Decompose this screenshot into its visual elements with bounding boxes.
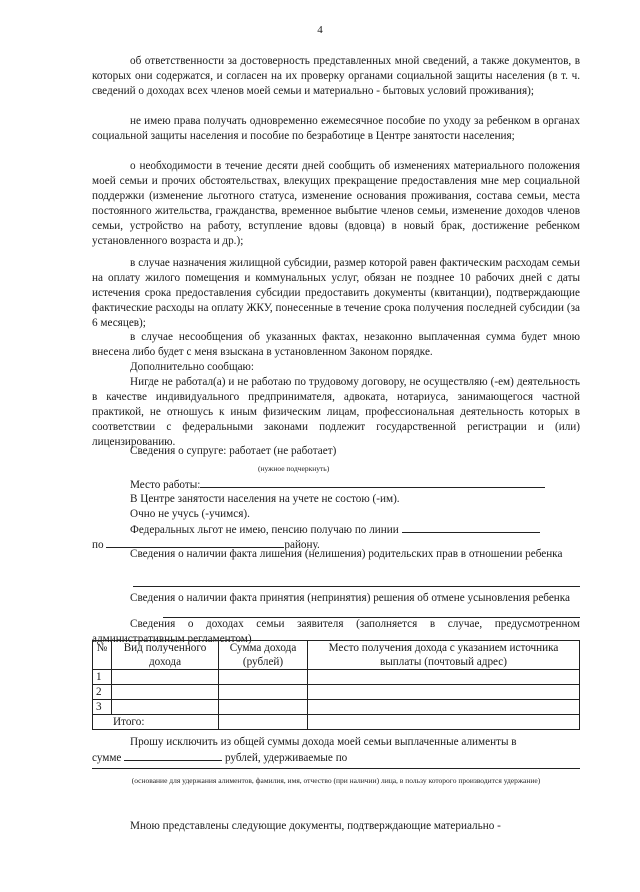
paragraph-housing-subsidy: в случае назначения жилищной субсидии, размер которой равен фактическим расходам семьи на оплату жилого помещения и коммунальных услуг, обязан не позднее 10 рабочих дней с даты истечения срока предоставления субсидии предоставить документы (квитанции), подтверждающие фактические расходы на оплату ЖКУ, понесенные в течение срока получения последней субсидии (за 6 месяцев); xyxy=(92,257,580,330)
income-type-cell[interactable] xyxy=(112,685,219,700)
documents-statement: Мною представлены следующие документы, подтверждающие материально - xyxy=(130,820,501,832)
header-income-type: Вид полученного дохода xyxy=(112,641,219,670)
alimony-sum-label: сумме xyxy=(92,752,122,764)
employment-center-line: В Центре занятости населения на учете не состою (-им). xyxy=(130,493,400,505)
adoption-statement: Сведения о наличии факта принятия (непринятия) решения об отмене усыновления ребенка xyxy=(130,592,571,604)
income-source-cell[interactable] xyxy=(308,670,580,685)
income-source-cell[interactable] xyxy=(308,700,580,715)
deprivation-statement: Сведения о наличии факта лишения (нелишения) родительских прав в отношении ребенка xyxy=(130,548,563,560)
paragraph-no-double-benefit: не имею права получать одновременно ежемесячное пособие по уходу за ребенком в органах социальной защиты населения и пособие по безработице в Центре занятости населения; xyxy=(92,115,580,143)
table-row xyxy=(93,700,580,715)
alimony-basis-field[interactable] xyxy=(92,768,580,769)
not-studying-line: Очно не учусь (-учимся). xyxy=(130,508,250,520)
header-income-source: Место получения дохода с указанием источника выплаты (почтовый адрес) xyxy=(308,641,580,670)
header-number: № xyxy=(93,641,112,670)
income-type-cell[interactable] xyxy=(112,700,219,715)
row-number: 1 xyxy=(93,670,112,685)
underline-hint: (нужное подчеркнуть) xyxy=(258,464,330,473)
alimony-statement: Прошу исключить из общей суммы дохода моей семьи выплаченные алименты в xyxy=(130,736,517,748)
alimony-sum-row xyxy=(92,750,580,766)
pension-po-label: по xyxy=(92,539,104,551)
income-table-header xyxy=(93,641,580,670)
income-sum-cell[interactable] xyxy=(219,685,308,700)
paragraph-notify-changes: о необходимости в течение десяти дней сообщить об изменениях материального положения моей семьи и прочих обстоятельствах, влекущих прекращение предоставления мне мер социальной поддержки (изменение льготного статуса, изменение основания проживания, состава семьи, места постоянного жительства, гражданства, временное выбытие членов семьи, изменение доходов членов семьи, устройство на работу, вступление вдовы (вдовца) в новый брак, достижение ребенком установленного возраста и др.); xyxy=(92,160,580,248)
income-sum-cell[interactable] xyxy=(219,670,308,685)
total-label: Итого: xyxy=(93,715,219,730)
alimony-hint: (основание для удержания алиментов, фамилия, имя, отчество (при наличии) лица, в пользу которого производится удержание) xyxy=(131,776,541,785)
table-total-row xyxy=(93,715,580,730)
paragraph-responsibility: об ответственности за достоверность представленных мной сведений, а также документов, в которых они содержатся, и согласен на их проверку органами социальной защиты населения (в т. ч. сведений о доходах всех членов моей семьи и материально - бытовых условий проживания); xyxy=(92,55,580,98)
pension-row xyxy=(92,522,618,538)
income-source-cell[interactable] xyxy=(308,685,580,700)
total-sum-cell[interactable] xyxy=(219,715,308,730)
work-place-row xyxy=(92,477,618,493)
income-type-cell[interactable] xyxy=(112,670,219,685)
income-sum-cell[interactable] xyxy=(219,700,308,715)
income-info-statement: Сведения о доходах семьи заявителя (заполняется в случае, предусмотренном административным регламентом) xyxy=(92,618,580,646)
alimony-sum-field[interactable] xyxy=(124,750,222,761)
work-place-label: Место работы: xyxy=(130,479,201,491)
pension-field[interactable] xyxy=(402,522,540,533)
spouse-row xyxy=(92,444,618,459)
work-place-field[interactable] xyxy=(200,477,545,488)
paragraph-not-working: Нигде не работал(а) и не работаю по трудовому договору, не осуществляю (-ем) деятельность в качестве индивидуального предпринимателя, адвоката, нотариуса, занимающегося частной практикой, не отношусь к иным физическим лицам, профессиональная деятельность которых в соответствии с федеральными законами подлежит государственной регистрации и (или) лицензированию. xyxy=(92,376,580,449)
page-number: 4 xyxy=(317,24,323,36)
pension-label: Федеральных льгот не имею, пенсию получаю по линии xyxy=(130,524,399,536)
table-row xyxy=(93,670,580,685)
alimony-rub-label: рублей, удерживаемые по xyxy=(224,752,348,764)
table-row xyxy=(93,685,580,700)
income-table xyxy=(92,640,580,730)
deprivation-field[interactable] xyxy=(133,586,580,587)
district-label: району. xyxy=(284,539,320,551)
row-number: 2 xyxy=(93,685,112,700)
header-income-sum: Сумма дохода (рублей) xyxy=(219,641,308,670)
total-source-cell[interactable] xyxy=(308,715,580,730)
spouse-options: работает (не работает) xyxy=(229,445,337,457)
paragraph-non-disclosure: в случае несообщения об указанных фактах, незаконно выплаченная сумма будет мною внесена либо будет с меня взыскана в установленном Законом порядке. xyxy=(92,331,580,359)
row-number: 3 xyxy=(93,700,112,715)
paragraph-additionally: Дополнительно сообщаю: xyxy=(130,361,255,373)
spouse-label: Сведения о супруге: xyxy=(130,445,227,457)
